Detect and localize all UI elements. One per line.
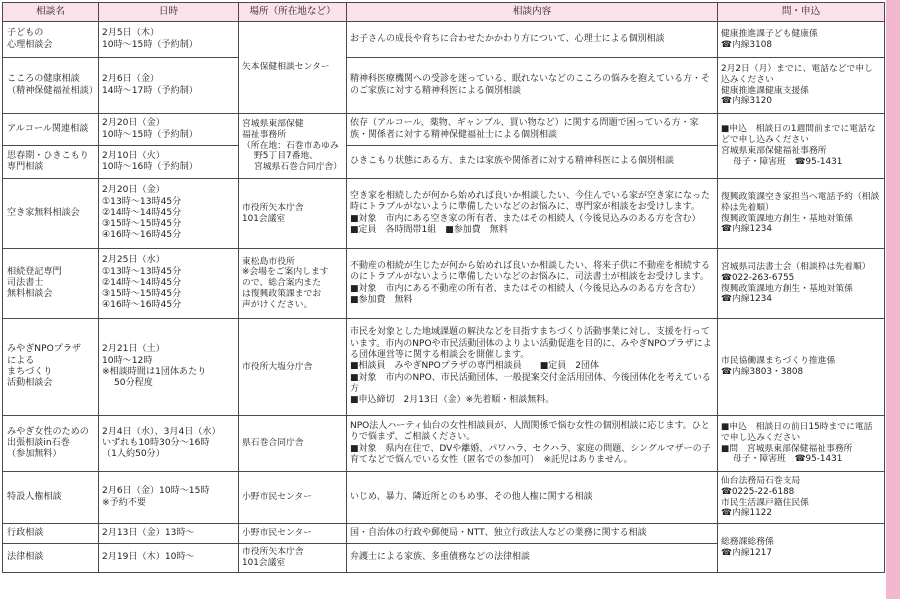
table-row xyxy=(3,472,885,524)
consultation-table xyxy=(2,2,885,573)
consult-datetime: 2月21日（土） 10時～12時 ※相談時間は1団体あたり 50分程度 xyxy=(99,319,239,416)
consult-contact: 宮城県司法書士会（相談枠は先着順） ☎022-263-6755 復興政策課地方創生・基地対策係 ☎内線1234 xyxy=(718,249,885,319)
consult-place: 宮城県東部保健 福祉事務所 （所在地：石巻市あゆみ 野5丁目7番地、 宮城県石巻合同庁舎） xyxy=(239,114,347,179)
consult-contact: 仙台法務局石巻支局 ☎0225-22-6188 市民生活課戸籍住民係 ☎内線1122 xyxy=(718,472,885,524)
consult-place: 小野市民センター xyxy=(239,472,347,524)
consult-place: 県石巻合同庁舎 xyxy=(239,416,347,472)
table-row xyxy=(3,22,885,58)
consult-content: 弁護士による家族、多重債務などの法律相談 xyxy=(347,544,718,573)
consult-contact: 市民協働課まちづくり推進係 ☎内線3803・3808 xyxy=(718,319,885,416)
consult-content: 国・自治体の行政や郵便局・NTT、独立行政法人などの業務に関する相談 xyxy=(347,524,718,544)
consult-name: こころの健康相談 （精神保健福祉相談） xyxy=(3,58,99,114)
header-row xyxy=(3,3,885,22)
consult-name: 空き家無料相談会 xyxy=(3,179,99,249)
consult-place: 市役所大塩分庁舎 xyxy=(239,319,347,416)
table-row xyxy=(3,58,885,114)
consult-contact: 健康推進課子ども健康係 ☎内線3108 xyxy=(718,22,885,58)
table-row xyxy=(3,416,885,472)
consult-content: 市民を対象とした地域課題の解決などを目指すまちづくり活動事業に対し、支援を行っています。市内のNPOや市民活動団体のよりよい活動促進を目的に、みやぎNPOプラザによる団体運営等に関する相談会を開催します。 ■相談員 みやぎNPOプラザの専門相談員 ■定員 2団体 ■対象 市内のNPO、市民活動団体、一般提案交付金活用団体、今後団体化を考えている方 ■申込締切 2月13日（金）※先着順・相談無料。 xyxy=(347,319,718,416)
consult-datetime: 2月6日（金）10時～15時 ※予約不要 xyxy=(99,472,239,524)
consult-name: アルコール関連相談 xyxy=(3,114,99,146)
table-row xyxy=(3,179,885,249)
consult-content: 不動産の相続が生じたが何から始めれば良いか相談したい、将来子供に不動産を相続するのにトラブルがないように準備したいなどのお悩みに、司法書士が相談をお受けします。 ■対象 市内にある不動産の所有者、またはその相続人（今後見込みのある方を含む） ■参加費 無料 xyxy=(347,249,718,319)
consult-datetime: 2月20日（金） ①13時～13時45分 ②14時～14時45分 ③15時～15時45分 ④16時～16時45分 xyxy=(99,179,239,249)
consult-content: ひきこもり状態にある方、または家族や関係者に対する精神科医による個別相談 xyxy=(347,146,718,179)
consult-name: みやぎ女性のための 出張相談in石巻 （参加無料） xyxy=(3,416,99,472)
table-row xyxy=(3,524,885,544)
header-contact: 問・申込 xyxy=(718,3,885,22)
header-content: 相談内容 xyxy=(347,3,718,22)
header-name: 相談名 xyxy=(3,3,99,22)
consult-contact: 2月2日（月）までに、電話などで申し込みください 健康推進課健康支援係 ☎内線3120 xyxy=(718,58,885,114)
consult-datetime: 2月10日（火） 10時～16時（予約制） xyxy=(99,146,239,179)
consult-datetime: 2月20日（金） 10時～15時（予約制） xyxy=(99,114,239,146)
table-row xyxy=(3,114,885,146)
consult-contact: ■申込 相談日の1週間前までに電話などで申し込みください 宮城県東部保健福祉事務所 母子・障害班 ☎95-1431 xyxy=(718,114,885,179)
consult-name: 法律相談 xyxy=(3,544,99,573)
consult-content: お子さんの成長や育ちに合わせたかかわり方について、心理士による個別相談 xyxy=(347,22,718,58)
consult-content: いじめ、暴力、隣近所とのもめ事、その他人権に関する相談 xyxy=(347,472,718,524)
consult-place: 東松島市役所 ※会場をご案内します ので、総合案内また は復興政策課までお 声がけください。 xyxy=(239,249,347,319)
consult-name: みやぎNPOプラザ による まちづくり 活動相談会 xyxy=(3,319,99,416)
consult-place: 市役所矢本庁舎 101会議室 xyxy=(239,179,347,249)
header-datetime: 日時 xyxy=(99,3,239,22)
consult-datetime: 2月6日（金） 14時～17時（予約制） xyxy=(99,58,239,114)
table-row xyxy=(3,319,885,416)
consult-contact: ■申込 相談日の前日15時までに電話で申し込みください ■問 宮城県東部保健福祉事務所 母子・障害班 ☎95-1431 xyxy=(718,416,885,472)
consult-content: NPO法人ハーティ仙台の女性相談員が、人間関係で悩む女性の個別相談に応じます。ひとりで悩まず、ご相談ください。 ■対象 県内在住で、DVや離婚、パワハラ、セクハラ、家庭の問題、シングルマザーの子育てなどで悩んでいる女性（匿名での参加可） ※託児はありません。 xyxy=(347,416,718,472)
consult-place: 矢本保健相談センター xyxy=(239,22,347,114)
consult-name: 思春期・ひきこもり 専門相談 xyxy=(3,146,99,179)
consult-content: 空き家を相続したが何から始めれば良いか相談したい、今住んでいる家が空き家になった時にトラブルがないように準備したいなどのお悩みに、専門家が相談をお受けします。 ■対象 市内にある空き家の所有者、またはその相続人（今後見込みのある方を含む） ■定員 各時間帯1組 ■参加費 無料 xyxy=(347,179,718,249)
consult-name: 行政相談 xyxy=(3,524,99,544)
header-place: 場所（所在地など） xyxy=(239,3,347,22)
consult-datetime: 2月13日（金）13時～ xyxy=(99,524,239,544)
consult-name: 子どもの 心理相談会 xyxy=(3,22,99,58)
side-accent-bar xyxy=(886,0,900,599)
consult-place: 市役所矢本庁舎 101会議室 xyxy=(239,544,347,573)
consult-contact: 復興政策課空き家担当へ電話予約（相談枠は先着順） 復興政策課地方創生・基地対策係 ☎内線1234 xyxy=(718,179,885,249)
consult-name: 特設人権相談 xyxy=(3,472,99,524)
consult-datetime: 2月19日（木）10時～ xyxy=(99,544,239,573)
consult-place: 小野市民センター xyxy=(239,524,347,544)
consult-content: 精神科医療機関への受診を迷っている、眠れないなどのこころの悩みを抱えている方・そのご家族に対する精神科医による個別相談 xyxy=(347,58,718,114)
consult-name: 相続登記専門 司法書士 無料相談会 xyxy=(3,249,99,319)
table-row xyxy=(3,249,885,319)
consult-content: 依存（アルコール、薬物、ギャンブル、買い物など）に関する問題で困っている方・家族・関係者に対する精神保健福祉士による個別相談 xyxy=(347,114,718,146)
consult-datetime: 2月4日（水）、3月4日（水） いずれも10時30分～16時 （1人約50分） xyxy=(99,416,239,472)
consult-contact: 総務課総務係 ☎内線1217 xyxy=(718,524,885,573)
consult-datetime: 2月25日（水） ①13時～13時45分 ②14時～14時45分 ③15時～15時45分 ④16時～16時45分 xyxy=(99,249,239,319)
consult-datetime: 2月5日（木） 10時～15時（予約制） xyxy=(99,22,239,58)
